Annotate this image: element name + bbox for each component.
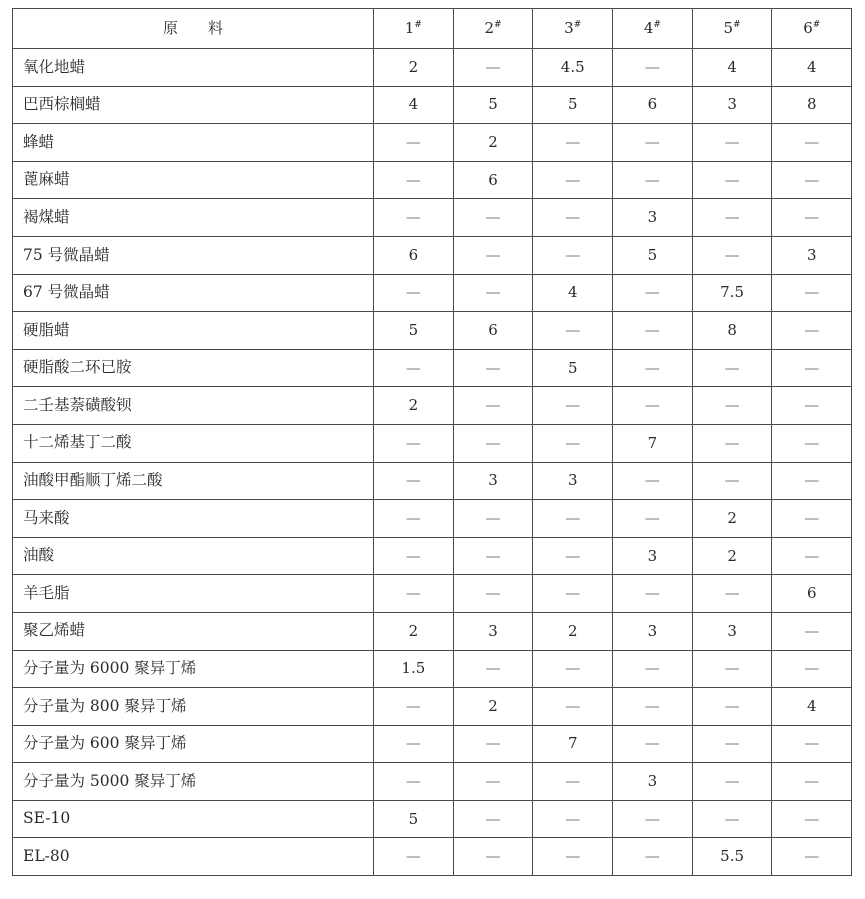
formula-number: 4 — [643, 19, 654, 37]
formula-2-value-cell: 6 — [453, 312, 533, 350]
formula-6-value-cell: — — [772, 124, 852, 162]
formula-6-value-cell: — — [772, 161, 852, 199]
formula-3-value-cell: — — [533, 424, 613, 462]
formula-6-value-cell: — — [772, 199, 852, 237]
formula-2-value-cell: — — [453, 236, 533, 274]
formula-3-value-cell: — — [533, 650, 613, 688]
formula-5-value-cell: — — [692, 161, 772, 199]
formula-mark: # — [494, 20, 502, 30]
table-row — [13, 124, 852, 162]
formula-5-value-cell: 7.5 — [692, 274, 772, 312]
formula-3-value-cell: — — [533, 312, 613, 350]
formula-4-value-cell: 6 — [613, 86, 693, 124]
formula-6-value-cell: — — [772, 312, 852, 350]
formula-table — [12, 8, 852, 876]
formula-4-value-cell: 3 — [613, 199, 693, 237]
table-body — [13, 49, 852, 876]
formula-4-value-cell: — — [613, 49, 693, 87]
formula-6-value-cell: — — [772, 274, 852, 312]
formula-1-value-cell: 2 — [374, 49, 454, 87]
table-row — [13, 349, 852, 387]
table-row — [13, 612, 852, 650]
formula-3-value-cell: — — [533, 161, 613, 199]
material-name-cell: 聚乙烯蜡 — [13, 612, 374, 650]
formula-1-value-cell: 1.5 — [374, 650, 454, 688]
formula-2-value-cell: — — [453, 838, 533, 876]
formula-2-value-cell: — — [453, 349, 533, 387]
formula-5-value-cell: — — [692, 763, 772, 801]
table-row — [13, 86, 852, 124]
formula-1-value-cell: — — [374, 462, 454, 500]
formula-1-value-cell: — — [374, 688, 454, 726]
formula-number: 6 — [803, 19, 813, 37]
formula-5-value-cell: 3 — [692, 86, 772, 124]
formula-mark: # — [653, 20, 661, 30]
formula-2-value-cell: — — [453, 49, 533, 87]
formula-4-value-cell: — — [613, 650, 693, 688]
formula-5-value-cell: — — [692, 725, 772, 763]
formula-2-value-cell: — — [453, 800, 533, 838]
formula-2-value-cell: — — [453, 537, 533, 575]
formula-6-value-cell: — — [772, 725, 852, 763]
formula-4-value-cell: — — [613, 161, 693, 199]
formula-3-value-cell: 4.5 — [533, 49, 613, 87]
formula-1-value-cell: — — [374, 274, 454, 312]
formula-4-value-cell: — — [613, 462, 693, 500]
material-name-cell: 油酸 — [13, 537, 374, 575]
formula-2-value-cell: 3 — [453, 612, 533, 650]
formula-6-value-cell: — — [772, 800, 852, 838]
formula-4-value-cell: 3 — [613, 763, 693, 801]
table-row — [13, 575, 852, 613]
formula-5-header — [692, 9, 772, 49]
formula-6-value-cell: 3 — [772, 236, 852, 274]
formula-5-value-cell: — — [692, 349, 772, 387]
material-name-cell: 67 号微晶蜡 — [13, 274, 374, 312]
formula-number: 5 — [723, 19, 734, 37]
table-row — [13, 387, 852, 425]
formula-4-value-cell: — — [613, 575, 693, 613]
formula-6-value-cell: — — [772, 612, 852, 650]
formula-5-value-cell: 2 — [692, 537, 772, 575]
material-name-cell: 分子量为 600 聚异丁烯 — [13, 725, 374, 763]
formula-4-value-cell: — — [613, 274, 693, 312]
formula-3-value-cell: — — [533, 763, 613, 801]
formula-6-value-cell: — — [772, 462, 852, 500]
formula-1-value-cell: 2 — [374, 387, 454, 425]
formula-3-value-cell: — — [533, 387, 613, 425]
formula-1-value-cell: — — [374, 500, 454, 538]
formula-6-value-cell: — — [772, 650, 852, 688]
formula-5-value-cell: — — [692, 387, 772, 425]
formula-3-value-cell: — — [533, 800, 613, 838]
formula-6-value-cell: — — [772, 387, 852, 425]
table-row — [13, 49, 852, 87]
formula-6-value-cell: — — [772, 838, 852, 876]
material-name-cell: 氧化地蜡 — [13, 49, 374, 87]
formula-5-value-cell: — — [692, 800, 772, 838]
formula-4-value-cell: — — [613, 725, 693, 763]
formula-3-value-cell: 3 — [533, 462, 613, 500]
formula-mark: # — [733, 20, 741, 30]
formula-3-header — [533, 9, 613, 49]
formula-6-value-cell: 6 — [772, 575, 852, 613]
formula-1-value-cell: — — [374, 725, 454, 763]
formula-mark: # — [573, 20, 582, 30]
formula-number: 2 — [484, 19, 495, 37]
material-name-cell: 羊毛脂 — [13, 575, 374, 613]
formula-5-value-cell: — — [692, 424, 772, 462]
formula-6-header — [772, 9, 852, 49]
formula-2-value-cell: — — [453, 199, 533, 237]
formula-6-value-cell: 4 — [772, 688, 852, 726]
formula-1-value-cell: 6 — [374, 236, 454, 274]
formula-3-value-cell: — — [533, 124, 613, 162]
formula-3-value-cell: — — [533, 575, 613, 613]
material-name-cell: 马来酸 — [13, 500, 374, 538]
formula-6-value-cell: 8 — [772, 86, 852, 124]
formula-2-value-cell: 6 — [453, 161, 533, 199]
formula-2-value-cell: — — [453, 424, 533, 462]
table-row — [13, 199, 852, 237]
formula-4-value-cell: — — [613, 387, 693, 425]
formula-1-value-cell: 2 — [374, 612, 454, 650]
table-row — [13, 161, 852, 199]
formula-5-value-cell: — — [692, 575, 772, 613]
formula-1-value-cell: — — [374, 537, 454, 575]
formula-6-value-cell: — — [772, 500, 852, 538]
formula-4-value-cell: — — [613, 312, 693, 350]
material-name-cell: 褐煤蜡 — [13, 199, 374, 237]
formula-2-value-cell: 2 — [453, 124, 533, 162]
formula-3-value-cell: — — [533, 537, 613, 575]
table-row — [13, 312, 852, 350]
formula-5-value-cell: — — [692, 688, 772, 726]
material-name-cell: 巴西棕榈蜡 — [13, 86, 374, 124]
table-row — [13, 274, 852, 312]
formula-4-value-cell: — — [613, 349, 693, 387]
material-name-cell: 蜂蜡 — [13, 124, 374, 162]
formula-4-value-cell: — — [613, 688, 693, 726]
formula-4-value-cell: 3 — [613, 537, 693, 575]
formula-1-value-cell: — — [374, 124, 454, 162]
table-row — [13, 424, 852, 462]
formula-6-value-cell: — — [772, 763, 852, 801]
formula-5-value-cell: — — [692, 199, 772, 237]
table-row — [13, 800, 852, 838]
formula-2-value-cell: 2 — [453, 688, 533, 726]
formula-1-value-cell: 5 — [374, 800, 454, 838]
formula-6-value-cell: — — [772, 537, 852, 575]
formula-5-value-cell: 8 — [692, 312, 772, 350]
table-row — [13, 838, 852, 876]
table-row — [13, 688, 852, 726]
material-name-cell: 分子量为 800 聚异丁烯 — [13, 688, 374, 726]
table-row — [13, 500, 852, 538]
material-name-cell: 硬脂酸二环已胺 — [13, 349, 374, 387]
formula-5-value-cell: 5.5 — [692, 838, 772, 876]
formula-5-value-cell: — — [692, 650, 772, 688]
material-name-cell: 油酸甲酯顺丁烯二酸 — [13, 462, 374, 500]
table-row — [13, 462, 852, 500]
formula-2-header — [453, 9, 533, 49]
material-name-cell: 75 号微晶蜡 — [13, 236, 374, 274]
formula-4-value-cell: 3 — [613, 612, 693, 650]
formula-3-value-cell: 2 — [533, 612, 613, 650]
formula-5-value-cell: — — [692, 124, 772, 162]
formula-5-value-cell: — — [692, 462, 772, 500]
formula-1-value-cell: — — [374, 575, 454, 613]
formula-4-value-cell: 5 — [613, 236, 693, 274]
formula-4-value-cell: — — [613, 800, 693, 838]
formula-1-value-cell: — — [374, 161, 454, 199]
formula-3-value-cell: — — [533, 688, 613, 726]
table-row — [13, 236, 852, 274]
formula-3-value-cell: 5 — [533, 86, 613, 124]
material-name-cell: 二壬基萘磺酸钡 — [13, 387, 374, 425]
material-name-cell: SE-10 — [13, 800, 374, 838]
material-name-cell: 十二烯基丁二酸 — [13, 424, 374, 462]
formula-1-header — [374, 9, 454, 49]
formula-3-value-cell: — — [533, 236, 613, 274]
formula-1-value-cell: 4 — [374, 86, 454, 124]
formula-6-value-cell: — — [772, 349, 852, 387]
formula-number: 3 — [564, 19, 574, 37]
formula-2-value-cell: — — [453, 387, 533, 425]
header-row — [13, 9, 852, 49]
formula-6-value-cell: 4 — [772, 49, 852, 87]
material-name-cell: 硬脂蜡 — [13, 312, 374, 350]
formula-3-value-cell: — — [533, 500, 613, 538]
formula-2-value-cell: — — [453, 763, 533, 801]
table-row — [13, 763, 852, 801]
formula-4-value-cell: — — [613, 500, 693, 538]
formula-4-value-cell: 7 — [613, 424, 693, 462]
formula-2-value-cell: — — [453, 650, 533, 688]
formula-4-header — [613, 9, 693, 49]
formula-5-value-cell: — — [692, 236, 772, 274]
formula-2-value-cell: — — [453, 575, 533, 613]
formula-6-value-cell: — — [772, 424, 852, 462]
formula-3-value-cell: 4 — [533, 274, 613, 312]
formula-1-value-cell: — — [374, 349, 454, 387]
formula-2-value-cell: 3 — [453, 462, 533, 500]
formula-number: 1 — [404, 19, 415, 37]
material-name-cell: EL-80 — [13, 838, 374, 876]
material-column-header: 原料 — [13, 9, 374, 49]
formula-5-value-cell: 4 — [692, 49, 772, 87]
formula-5-value-cell: 3 — [692, 612, 772, 650]
formula-mark: # — [414, 20, 422, 30]
material-name-cell: 分子量为 6000 聚异丁烯 — [13, 650, 374, 688]
formula-1-value-cell: — — [374, 838, 454, 876]
material-name-cell: 分子量为 5000 聚异丁烯 — [13, 763, 374, 801]
formula-2-value-cell: — — [453, 274, 533, 312]
material-name-cell: 蓖麻蜡 — [13, 161, 374, 199]
formula-1-value-cell: — — [374, 763, 454, 801]
formula-4-value-cell: — — [613, 838, 693, 876]
formula-1-value-cell: — — [374, 199, 454, 237]
formula-3-value-cell: 5 — [533, 349, 613, 387]
formula-2-value-cell: — — [453, 500, 533, 538]
formula-3-value-cell: — — [533, 199, 613, 237]
table-row — [13, 650, 852, 688]
formula-5-value-cell: 2 — [692, 500, 772, 538]
formula-3-value-cell: — — [533, 838, 613, 876]
formula-3-value-cell: 7 — [533, 725, 613, 763]
formula-mark: # — [812, 20, 821, 30]
table-row — [13, 537, 852, 575]
formula-1-value-cell: 5 — [374, 312, 454, 350]
formula-1-value-cell: — — [374, 424, 454, 462]
table-row — [13, 725, 852, 763]
formula-2-value-cell: 5 — [453, 86, 533, 124]
formula-2-value-cell: — — [453, 725, 533, 763]
formula-4-value-cell: — — [613, 124, 693, 162]
